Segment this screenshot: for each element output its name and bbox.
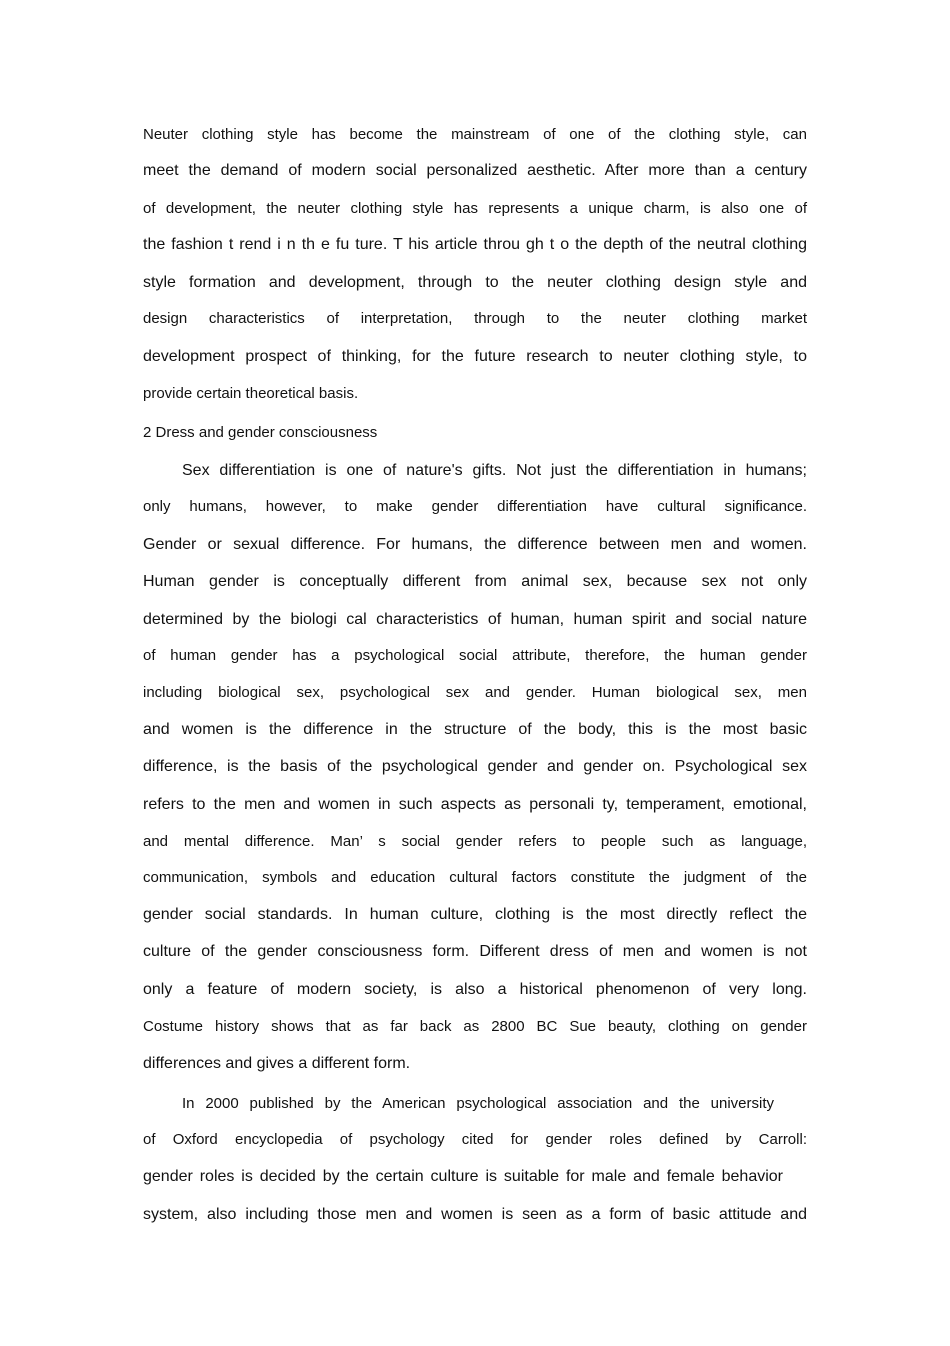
text-line: meet the demand of modern social personalized aesthetic. After more than a century [143, 162, 807, 179]
text-line: of Oxford encyclopedia of psychology cited for gender roles defined by Carroll: [143, 1131, 807, 1148]
text-line: communication, symbols and education cultural factors constitute the judgment of the [143, 869, 807, 886]
text-line: difference, is the basis of the psychological gender and gender on. Psychological sex [143, 758, 807, 775]
text-line: In 2000 published by the American psychological association and the university [182, 1095, 774, 1112]
text-line: style formation and development, through to the neuter clothing design style and [143, 274, 807, 291]
text-line: determined by the biologi cal characteristics of human, human spirit and social nature [143, 611, 807, 628]
text-line: only humans, however, to make gender differentiation have cultural significance. [143, 498, 807, 515]
text-line: culture of the gender consciousness form. Different dress of men and women is not [143, 943, 807, 960]
text-line: system, also including those men and women is seen as a form of basic attitude and [143, 1206, 807, 1223]
text-line: gender social standards. In human culture, clothing is the most directly reflect the [143, 906, 807, 923]
text-line: of development, the neuter clothing style has represents a unique charm, is also one of [143, 200, 807, 217]
text-line: including biological sex, psychological sex and gender. Human biological sex, men [143, 684, 807, 701]
text-line: Costume history shows that as far back as 2800 BC Sue beauty, clothing on gender [143, 1018, 807, 1035]
text-line: and women is the difference in the structure of the body, this is the most basic [143, 721, 807, 738]
text-line: differences and gives a different form. [143, 1055, 411, 1072]
text-line: only a feature of modern society, is also a historical phenomenon of very long. [143, 981, 807, 998]
text-line: the fashion t rend i n th e fu ture. T his article throu gh t o the depth of the neutral clothing [143, 236, 807, 253]
text-line: Neuter clothing style has become the mainstream of one of the clothing style, can [143, 126, 807, 143]
text-line: and mental difference. Man’ s social gender refers to people such as language, [143, 833, 807, 850]
text-line: refers to the men and women in such aspects as personali ty, temperament, emotional, [143, 796, 807, 813]
text-line: development prospect of thinking, for the future research to neuter clothing style, to [143, 348, 807, 365]
text-line: gender roles is decided by the certain culture is suitable for male and female behavior [143, 1168, 783, 1185]
text-line: Human gender is conceptually different from animal sex, because sex not only [143, 573, 807, 590]
text-line: provide certain theoretical basis. [143, 385, 359, 402]
text-line: Sex differentiation is one of nature's gifts. Not just the differentiation in humans; [182, 462, 807, 479]
text-line: of human gender has a psychological social attribute, therefore, the human gender [143, 647, 807, 664]
text-line: design characteristics of interpretation, through to the neuter clothing market [143, 310, 807, 327]
section-heading: 2 Dress and gender consciousness [143, 424, 378, 441]
text-line: Gender or sexual difference. For humans, the difference between men and women. [143, 536, 807, 553]
